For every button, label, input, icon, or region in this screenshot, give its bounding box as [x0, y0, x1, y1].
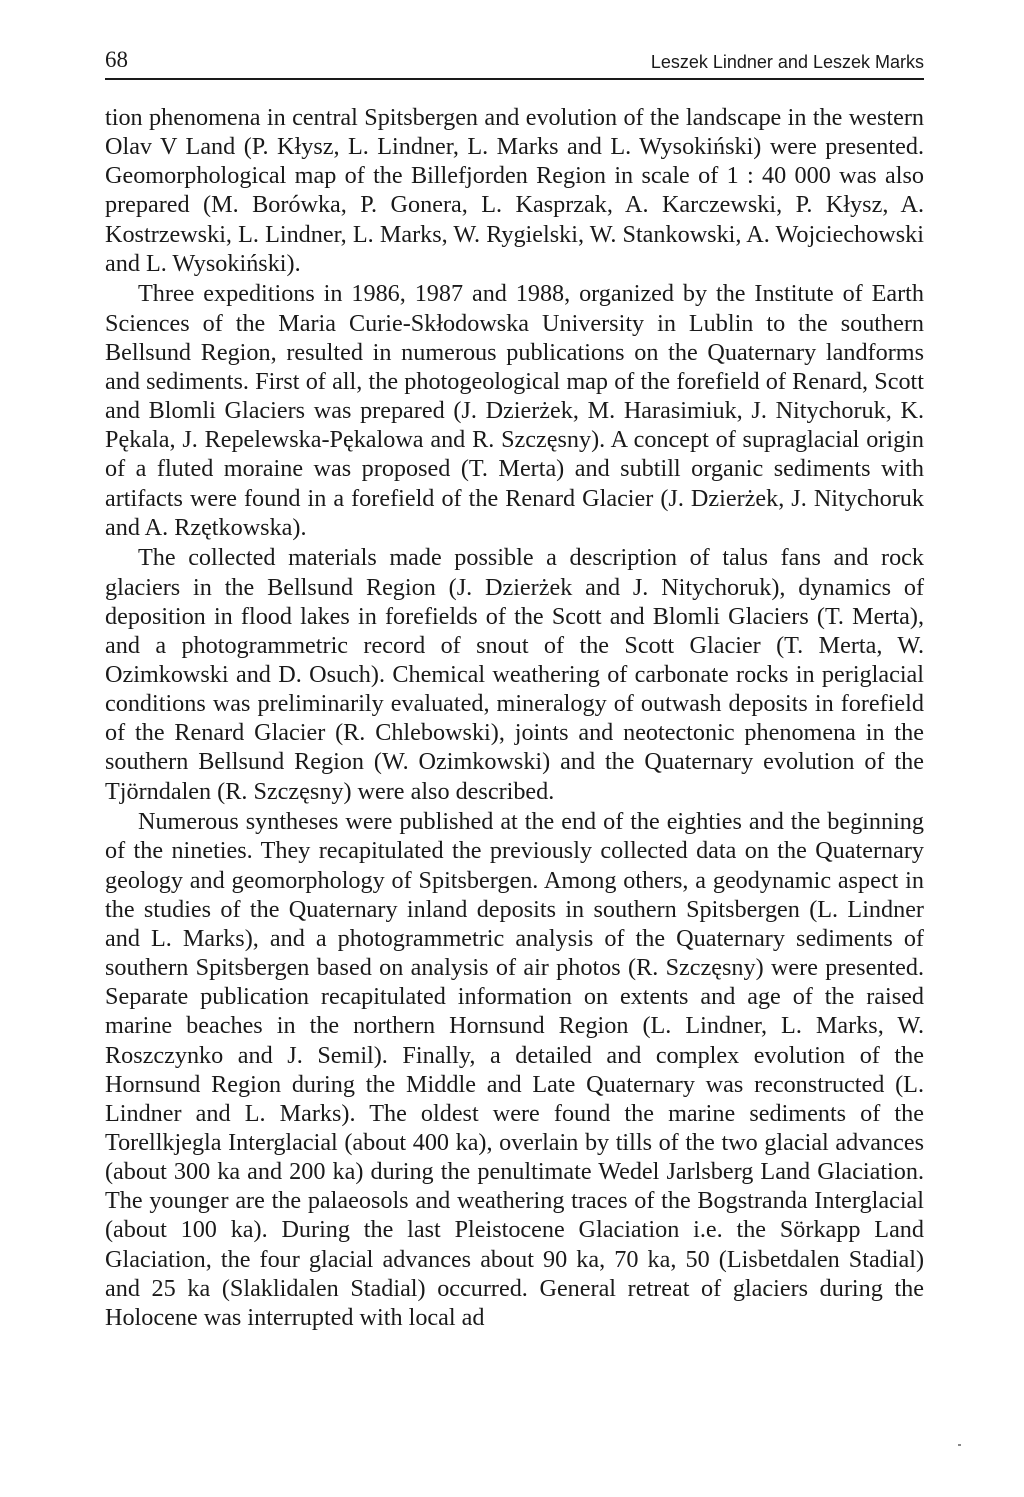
paragraph-syntheses: Numerous syntheses were published at the end of the eighties and the beginning of the nineties. They recapitulated the previously collected data on the Quaternary geology and geomorphology of Spitsbergen. Among others, a geodynamic aspect in the studies of the Quaternary inland deposits in southern Spitsbergen (L. Lindner and L. Marks), and a photogrammetric analysis of the Quaternary sediments of southern Spitsbergen based on analysis of air photos (R. Szczęsny) were presented. Separate publication recapitulated information on extents and age of the raised marine beaches in the northern Hornsund Region (L. Lindner, L. Marks, W. Roszczynko and J. Semil). Finally, a detailed and complex evolution of the Hornsund Region during the Middle and Late Quaternary was reconstructed (L. Lindner and L. Marks). The oldest were found the marine sediments of the Torellkjegla Interglacial (about 400 ka), overlain by tills of the two glacial advances (about 300 ka and 200 ka) during the penultimate Wedel Jarlsberg Land Glaciation. The younger are the palaeosols and weathering traces of the Bogstranda Interglacial (about 100 ka). During the last Pleistocene Glaciation i.e. the Sörkapp Land Glaciation, the four glacial advances about 90 ka, 70 ka, 50 (Lisbetdalen Stadial) and 25 ka (Slaklidalen Stadial) occurred. General retreat of glaciers during the Holocene was interrupted with local ad — [105, 808, 924, 1331]
paragraph-collected-materials: The collected materials made possible a description of talus fans and rock glaciers in the Bellsund Region (J. Dzierżek and J. Nitychoruk), dynamics of deposition in flood lakes in forefields of the Scott and Blomli Glaciers (T. Merta), and a photogrammetric record of snout of the Scott Glacier (T. Merta, W. Ozimkowski and D. Osuch). Chemical weathering of carbonate rocks in periglacial conditions was preliminarily evaluated, mineralogy of outwash deposits in forefield of the Renard Glacier (R. Chlebowski), joints and neotectonic phenomena in the southern Bellsund Region (W. Ozimkowski) and the Quaternary evolution of the Tjörndalen (R. Szczęsny) were also described. — [105, 544, 924, 805]
scan-speck — [958, 1444, 961, 1446]
running-header — [105, 44, 924, 80]
running-title: Leszek Lindner and Leszek Marks — [650, 52, 924, 72]
body-text — [105, 103, 924, 1332]
paragraph-expeditions: Three expeditions in 1986, 1987 and 1988, organized by the Institute of Earth Sciences of the Maria Curie-Skłodowska University in Lublin to the southern Bellsund Region, resulted in numerous publications on the Quaternary landforms and sediments. First of all, the photogeological map of the forefield of Renard, Scott and Blomli Glaciers was prepared (J. Dzierżek, M. Harasimiuk, J. Nitychoruk, K. Pękala, J. Repelewska-Pękalowa and R. Szczęsny). A concept of supraglacial origin of a fluted moraine was proposed (T. Merta) and subtill organic sediments with artifacts were found in a forefield of the Renard Glacier (J. Dzierżek, J. Nitychoruk and A. Rzętkowska). — [105, 280, 924, 541]
paragraph-continued: tion phenomena in central Spitsbergen and evolution of the landscape in the western Olav V Land (P. Kłysz, L. Lindner, L. Marks and L. Wysokiński) were presented. Geomorphological map of the Billefjorden Region in scale of 1 : 40 000 was also prepared (M. Borówka, P. Gonera, L. Kasprzak, A. Karczewski, P. Kłysz, A. Kostrzewski, L. Lindner, L. Marks, W. Rygielski, W. Stankowski, A. Wojciechowski and L. Wysokiński). — [105, 104, 924, 277]
page-number: 68 — [105, 47, 128, 72]
